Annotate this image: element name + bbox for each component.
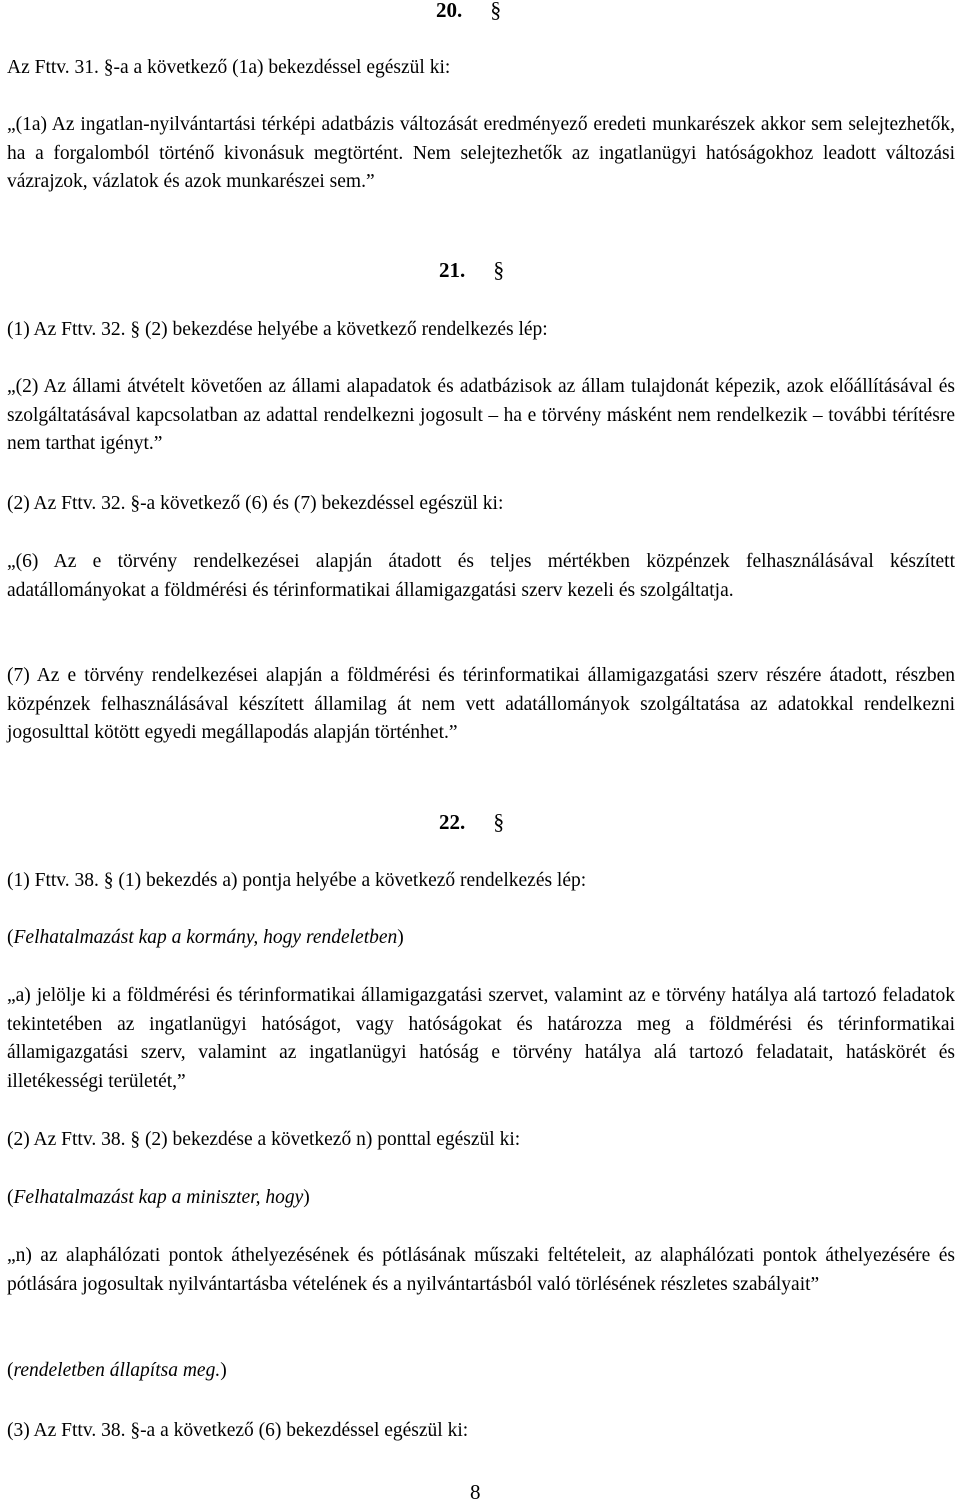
paragraph-20-1a: „(1a) Az ingatlan-nyilvántartási térképi adatbázis változását eredményező eredeti munkarészek akkor sem selejtezhetők, ha a forgalomból történő kivonásuk megtörtént. Nem selejtezhetők az ingatlanügyi hatóságokhoz leadott változási vázrajzok, vázlatok és azok munkarészei sem.” bbox=[7, 114, 955, 192]
paragraph-22-2-close: (rendeletben állapítsa meg.) bbox=[7, 1360, 227, 1381]
section-number: 20. bbox=[436, 0, 463, 22]
paragraph-21-2-6: „(6) Az e törvény rendelkezései alapján átadott és teljes mértékben közpénzek felhasználásával készített adatállományokat a földmérési és térinformatikai államigazgatási szerv kezeli és szolgáltatja. bbox=[7, 551, 955, 601]
section-heading-20 bbox=[436, 0, 501, 25]
paragraph-22-1-intro: (1) Fttv. 38. § (1) bekezdés a) pontja helyébe a következő rendelkezés lép: bbox=[7, 870, 587, 891]
paragraph-21-2-intro: (2) Az Fttv. 32. §-a következő (6) és (7) bekezdéssel egészül ki: bbox=[7, 493, 504, 514]
section-sign: § bbox=[493, 809, 505, 834]
paragraph-22-3-intro: (3) Az Fttv. 38. §-a a következő (6) bekezdéssel egészül ki: bbox=[7, 1420, 469, 1441]
paragraph-22-1-text: „a) jelölje ki a földmérési és térinformatikai államigazgatási szervet, valamint az e törvény hatálya alá tartozó feladatok tekintetében az ingatlanügyi hatóságot, vagy hatóságokat és határozza meg a földmérési és térinformatikai államigazgatási szerv, valamint az ingatlanügyi hatóság e törvény hatálya alá tartozó feladatait, hatáskörét és illetékességi területét,” bbox=[7, 985, 955, 1092]
section-sign: § bbox=[493, 257, 505, 282]
paragraph-22-1-italic: (Felhatalmazást kap a kormány, hogy rendeletben) bbox=[7, 927, 404, 948]
italic-phrase: rendeletben állapítsa meg. bbox=[13, 1360, 221, 1381]
paragraph-21-2-7: (7) Az e törvény rendelkezései alapján a földmérési és térinformatikai államigazgatási szerv részére átadott, részben közpénzek felhasználásával készített államilag át nem vett adatállományok szolgáltatása az adatokkal rendelkezni jogosulttal kötött egyedi megállapodás alapján történhet.” bbox=[7, 665, 955, 743]
page-number: 8 bbox=[470, 1480, 481, 1504]
section-sign: § bbox=[490, 0, 502, 22]
paragraph-22-2-intro: (2) Az Fttv. 38. § (2) bekezdése a következő n) ponttal egészül ki: bbox=[7, 1129, 521, 1150]
paragraph-22-2-italic: (Felhatalmazást kap a miniszter, hogy) bbox=[7, 1187, 310, 1208]
paragraph-21-1-text: „(2) Az állami átvételt követően az állami alapadatok és adatbázisok az állam tulajdonát képezik, azok előállításával és szolgáltatásával kapcsolatban az adattal rendelkezni jogosult – ha e törvény másként nem rendelkezik – további térítésre nem tarthat igényt.” bbox=[7, 376, 955, 454]
section-heading-22 bbox=[439, 808, 504, 837]
section-heading-21 bbox=[439, 256, 504, 285]
section-number: 21. bbox=[439, 258, 466, 282]
paragraph-22-2-text: „n) az alaphálózati pontok áthelyezésének és pótlásának műszaki feltételeit, az alaphálózati pontok áthelyezésére és pótlására jogosultak nyilvántartásba vételének és a nyilvántartásból való törlésének részletes szabályait” bbox=[7, 1245, 955, 1295]
paragraph-20-intro: Az Fttv. 31. §-a a következő (1a) bekezdéssel egészül ki: bbox=[7, 57, 451, 78]
section-number: 22. bbox=[439, 810, 466, 834]
italic-phrase: Felhatalmazást kap a miniszter, hogy bbox=[13, 1187, 304, 1208]
paragraph-21-1-intro: (1) Az Fttv. 32. § (2) bekezdése helyébe a következő rendelkezés lép: bbox=[7, 319, 548, 340]
italic-phrase: Felhatalmazást kap a kormány, hogy rendeletben bbox=[13, 927, 398, 948]
